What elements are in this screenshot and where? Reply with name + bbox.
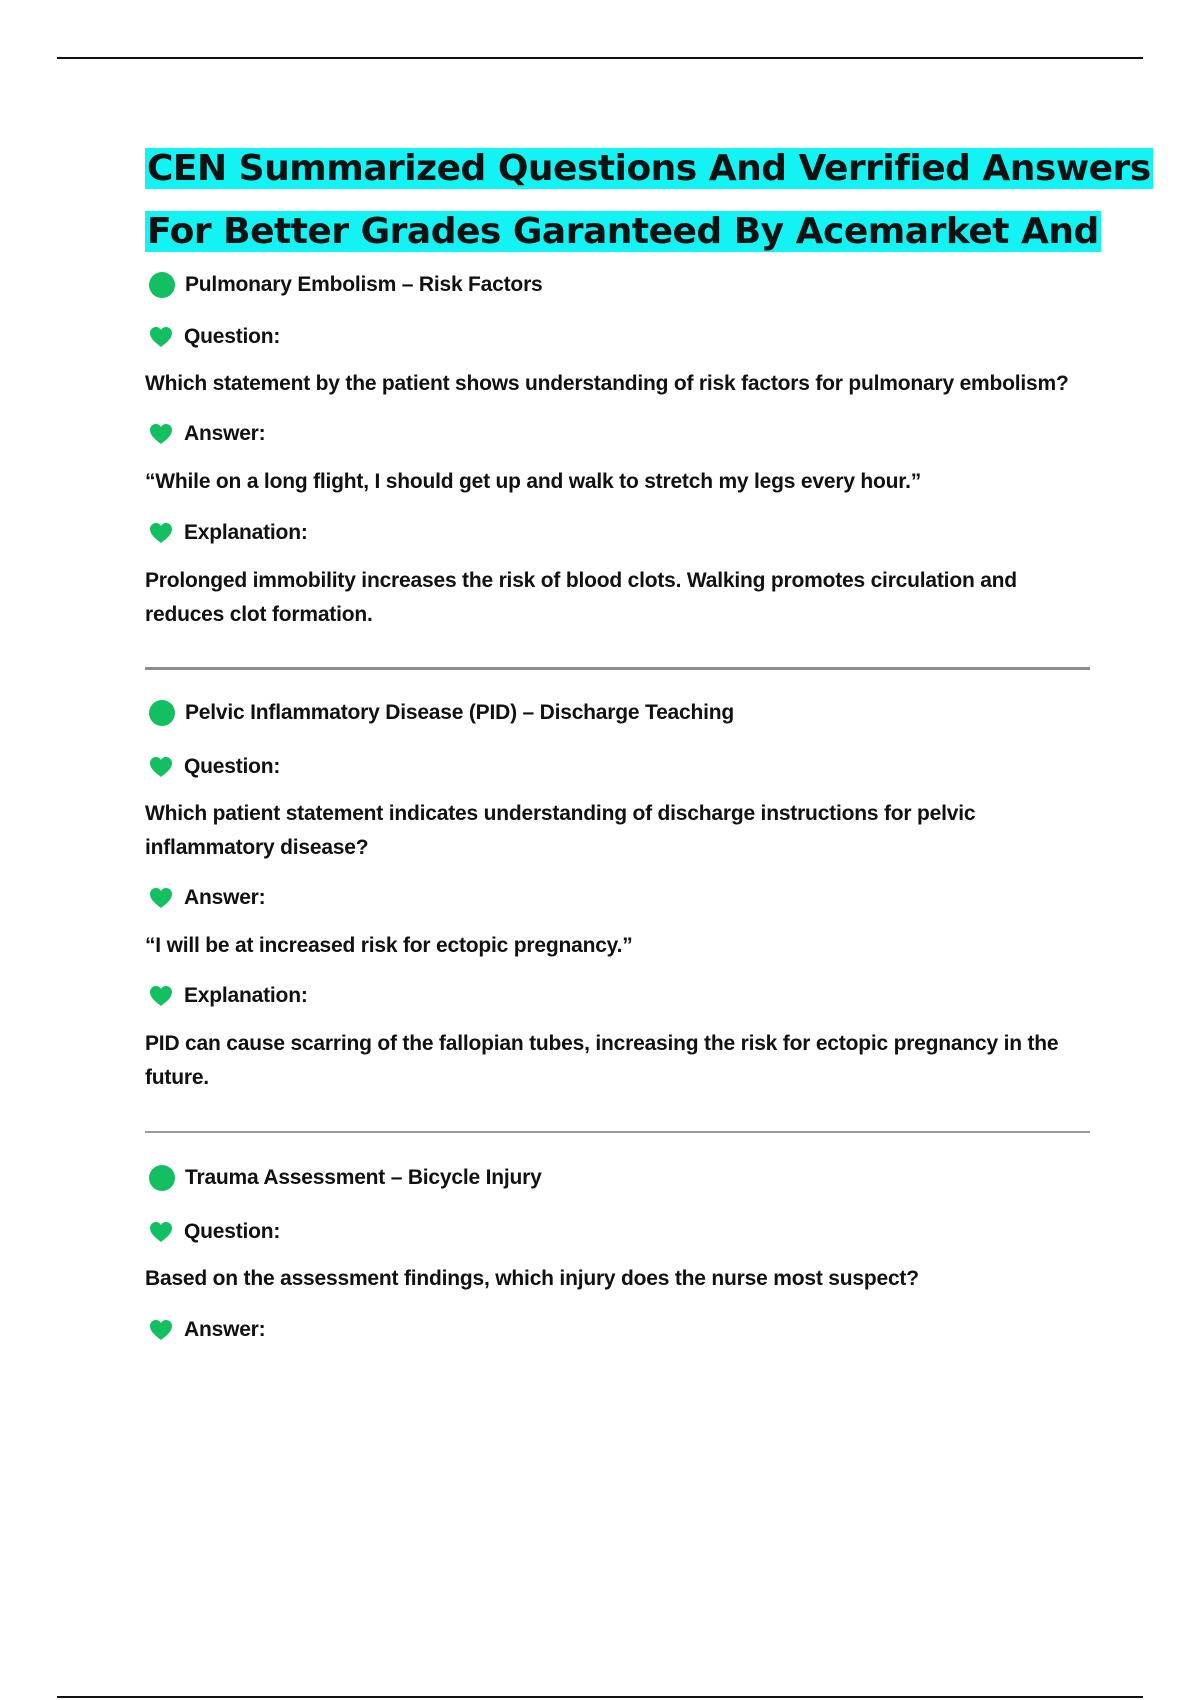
topic-heading xyxy=(145,270,1090,300)
answer-text: “I will be at increased risk for ectopic pregnancy.” xyxy=(145,934,633,957)
page-top-rule xyxy=(57,57,1143,59)
green-heart-icon xyxy=(147,520,175,546)
topic-title: Pelvic Inflammatory Disease (PID) – Discharge Teaching xyxy=(185,701,735,724)
answer-text: “While on a long flight, I should get up and walk to stretch my legs every hour.” xyxy=(145,470,922,493)
green-heart-icon xyxy=(147,983,175,1009)
document-title-line-1 xyxy=(145,144,1151,194)
question-label-row xyxy=(145,1217,1090,1247)
title-highlight-2: For Better Grades Garanteed By Acemarket And xyxy=(147,211,1099,252)
answer-label-row xyxy=(145,419,1090,449)
qa-section-2 xyxy=(145,698,1090,1095)
topic-title: Pulmonary Embolism – Risk Factors xyxy=(185,273,543,296)
green-heart-icon xyxy=(147,1317,175,1343)
explanation-label-row xyxy=(145,981,1090,1011)
topic-title: Trauma Assessment – Bicycle Injury xyxy=(185,1166,542,1189)
document-body xyxy=(145,144,1151,1345)
explanation-text: Prolonged immobility increases the risk of blood clots. Walking promotes circulation and reduces clot formation. xyxy=(145,569,1017,626)
green-circle-icon xyxy=(149,1165,175,1191)
qa-section-1 xyxy=(145,270,1090,632)
answer-label-row xyxy=(145,883,1090,913)
answer-label: Answer: xyxy=(184,886,266,909)
question-label: Question: xyxy=(184,1220,281,1243)
topic-heading xyxy=(145,698,1090,728)
page-bottom-rule xyxy=(57,1696,1143,1698)
explanation-label: Explanation: xyxy=(184,521,308,544)
answer-label: Answer: xyxy=(184,422,266,445)
question-label-row xyxy=(145,752,1090,782)
qa-section-3 xyxy=(145,1163,1090,1345)
title-highlight-1: CEN Summarized Questions And Verrified Answers xyxy=(147,148,1151,189)
green-circle-icon xyxy=(149,700,175,726)
explanation-label: Explanation: xyxy=(184,984,308,1007)
answer-label: Answer: xyxy=(184,1318,266,1341)
question-label-row xyxy=(145,322,1090,352)
section-divider xyxy=(145,1131,1090,1133)
question-text: Based on the assessment findings, which injury does the nurse most suspect? xyxy=(145,1267,919,1290)
answer-label-row xyxy=(145,1315,1090,1345)
green-heart-icon xyxy=(147,754,175,780)
question-text: Which statement by the patient shows understanding of risk factors for pulmonary embolism? xyxy=(145,372,1069,395)
green-heart-icon xyxy=(147,885,175,911)
green-circle-icon xyxy=(149,272,175,298)
topic-heading xyxy=(145,1163,1090,1193)
question-label: Question: xyxy=(184,755,281,778)
explanation-label-row xyxy=(145,518,1090,548)
green-heart-icon xyxy=(147,324,175,350)
green-heart-icon xyxy=(147,1219,175,1245)
question-text: Which patient statement indicates understanding of discharge instructions for pelvic inflammatory disease? xyxy=(145,802,976,859)
green-heart-icon xyxy=(147,421,175,447)
document-title-line-2 xyxy=(145,207,1099,257)
section-divider xyxy=(145,667,1090,670)
question-label: Question: xyxy=(184,325,281,348)
explanation-text: PID can cause scarring of the fallopian tubes, increasing the risk for ectopic pregnancy in the future. xyxy=(145,1032,1059,1089)
